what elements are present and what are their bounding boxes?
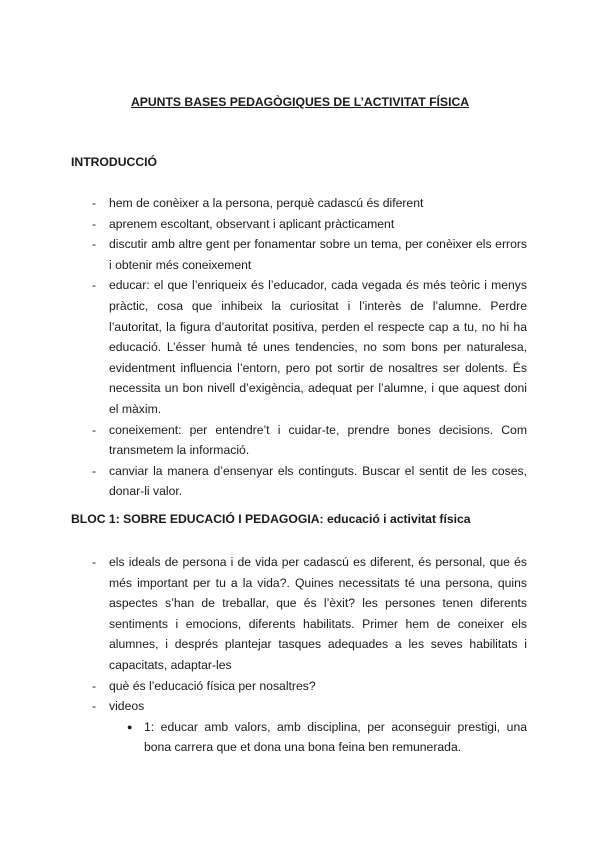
videos-sublist — [109, 717, 527, 758]
list-item-label: videos — [109, 699, 145, 714]
document-title: APUNTS BASES PEDAGÒGIQUES DE L’ACTIVITAT FÍSICA — [130, 95, 470, 109]
section-heading-introduccio: INTRODUCCIÓ — [71, 155, 157, 169]
section-heading-bloc1: BLOC 1: SOBRE EDUCACIÓ I PEDAGOGIA: educació i activitat física — [71, 512, 471, 526]
intro-list — [92, 193, 527, 502]
list-item: - els ideals de persona i de vida per cadascú es diferent, és personal, que és més important per tu a la vida?. Quines necessitats té una persona, quins aspectes s’han de treballar, que és l’èxit? les persones tenen diferents sentiments i emocions, diferents habilitats. Primer hem de coneixer els alumnes, i després plantejar tasques adequades a les seves habilitats i capacitats, adaptar-les — [92, 552, 527, 676]
bloc1-list — [92, 552, 527, 758]
list-item: - discutir amb altre gent per fonamentar sobre un tema, per conèixer els errors i obtenir més coneixement — [92, 234, 527, 275]
list-item: - canviar la manera d’ensenyar els continguts. Buscar el sentit de les coses, donar-li valor. — [92, 461, 527, 502]
list-item: - hem de conèixer a la persona, perquè cadascú és diferent — [92, 193, 527, 214]
sublist-item: ● 1: educar amb valors, amb disciplina, per aconseguir prestigi, una bona carrera que et dona una bona feina ben remunerada. — [127, 717, 527, 758]
list-item-videos — [92, 696, 527, 758]
list-item: - educar: el que l’enriqueix és l’educador, cada vegada és més teòric i menys pràctic, cosa que inhibeix la curiositat i l’interès de l’alumne. Perdre l’autoritat, la figura d’autoritat positiva, perden el respecte cap a tu, no hi ha educació. L’ésser humà té unes tendencies, no som bons per naturalesa, evidentment influencia l’entorn, pero pot sortir de nosaltres ser dolents. És necessita un bon nivell d’exigència, adequat per l’alumne, i que aquest doni el màxim. — [92, 275, 527, 419]
list-item: - què és l’educació física per nosaltres? — [92, 676, 527, 697]
list-item: - aprenem escoltant, observant i aplicant pràcticament — [92, 214, 527, 235]
list-item: - coneixement: per entendre’t i cuidar-te, prendre bones decisions. Com transmetem la informació. — [92, 420, 527, 461]
